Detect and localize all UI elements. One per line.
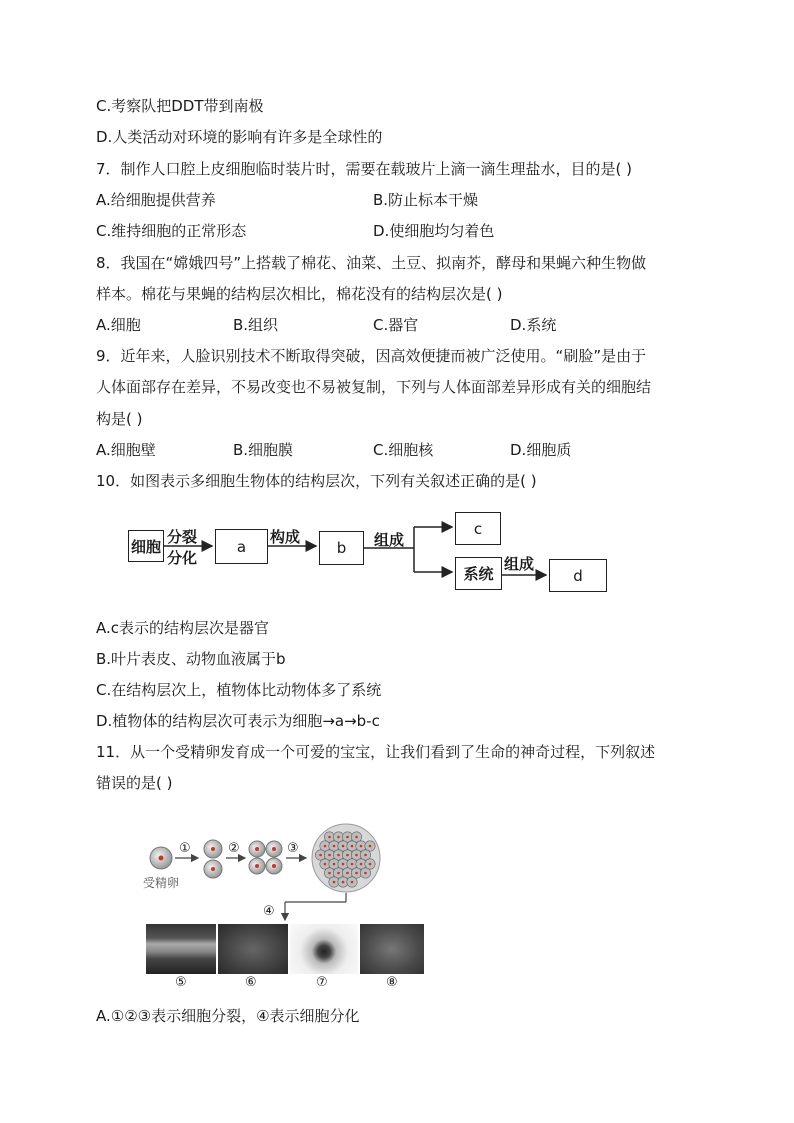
q10-option-c[interactable]: C.在结构层次上，植物体比动物体多了系统 — [96, 681, 382, 699]
embryo-cell-nucleus — [324, 863, 327, 866]
question-11-line1: 11．从一个受精卵发育成一个可爱的宝宝，让我们看到了生命的神奇过程，下列叙述 — [96, 743, 656, 761]
embryo-cell-nucleus — [319, 854, 322, 857]
q7-option-a[interactable]: A.给细胞提供营养 — [96, 191, 216, 209]
embryo-cell-nucleus — [351, 845, 354, 848]
embryo-cell-nucleus — [346, 836, 349, 839]
embryo-cell-nucleus — [328, 854, 331, 857]
photo-label-5: ⑤ — [175, 975, 187, 990]
embryo-cell-nucleus — [333, 845, 336, 848]
embryo-cell-nucleus — [346, 872, 349, 875]
q9-option-a[interactable]: A.细胞壁 — [96, 441, 156, 459]
q10-option-b[interactable]: B.叶片表皮、动物血液属于b — [96, 650, 286, 668]
embryo-cell-nucleus — [355, 872, 358, 875]
tissue-photo-6 — [218, 924, 288, 974]
q7-option-c[interactable]: C.维持细胞的正常形态 — [96, 222, 247, 240]
embryo-cell-nucleus — [369, 863, 372, 866]
embryo-cell-nucleus — [360, 863, 363, 866]
question-9-line2: 人体面部存在差异，不易改变也不易被复制，下列与人体面部差异形成有关的细胞结 — [96, 378, 652, 396]
compose-label-1: 组成 — [374, 531, 405, 549]
q9-option-c[interactable]: C.细胞核 — [373, 441, 434, 459]
embryo-cell-nucleus — [333, 863, 336, 866]
embryo-cell-nucleus — [346, 854, 349, 857]
embryo-cell-nucleus — [351, 863, 354, 866]
question-11-line2: 错误的是( ) — [96, 774, 173, 792]
q8-option-b[interactable]: B.组织 — [233, 316, 279, 334]
question-9-line3: 构是( ) — [96, 410, 143, 428]
compose-label-2: 组成 — [504, 555, 535, 573]
differentiate-label: 分化 — [167, 549, 198, 567]
embryo-cell-nucleus — [337, 854, 340, 857]
photo-label-6: ⑥ — [245, 975, 257, 990]
q9-option-d[interactable]: D.细胞质 — [510, 441, 572, 459]
photo-label-8: ⑧ — [386, 975, 398, 990]
system-box: 系统 — [455, 557, 502, 590]
option-d-prev: D.人类活动对环境的影响有许多是全球性的 — [96, 128, 383, 146]
question-10: 10．如图表示多细胞生物体的结构层次，下列有关叙述正确的是( ) — [96, 472, 537, 490]
box-c: c — [455, 512, 501, 545]
question-8-line2: 样本。棉花与果蝇的结构层次相比，棉花没有的结构层次是( ) — [96, 285, 503, 303]
embryo-cell-nucleus — [337, 836, 340, 839]
split-label: 分裂 — [167, 528, 198, 546]
step1-label: ① — [179, 841, 191, 856]
cell-box: 细胞 — [128, 530, 164, 562]
q8-option-d[interactable]: D.系统 — [510, 316, 557, 334]
step4-label: ④ — [263, 904, 275, 919]
embryo-cell-nucleus — [364, 872, 367, 875]
box-b: b — [319, 531, 364, 565]
question-7: 7．制作人口腔上皮细胞临时装片时，需要在载玻片上滴一滴生理盐水，目的是( ) — [96, 160, 633, 178]
tissue-photo-8 — [360, 924, 424, 974]
q7-option-b[interactable]: B.防止标本干燥 — [373, 191, 479, 209]
embryo-cell-nucleus — [333, 881, 336, 884]
q8-option-a[interactable]: A.细胞 — [96, 316, 141, 334]
embryo-cell-nucleus — [369, 845, 372, 848]
step3-label: ③ — [287, 841, 299, 856]
embryo-cell-nucleus — [328, 836, 331, 839]
embryo-cell-nucleus — [355, 836, 358, 839]
embryo-cell-nucleus — [360, 845, 363, 848]
fertilized-egg-label: 受精卵 — [143, 876, 180, 890]
embryo-cell-nucleus — [355, 854, 358, 857]
photo-label-7: ⑦ — [316, 975, 328, 990]
q10-option-a[interactable]: A.c表示的结构层次是器官 — [96, 619, 270, 637]
embryo-cell-nucleus — [342, 863, 345, 866]
embryo-cell-nucleus — [342, 881, 345, 884]
q11-option-a[interactable]: A.①②③表示细胞分裂，④表示细胞分化 — [96, 1007, 360, 1025]
form-label: 构成 — [270, 528, 301, 546]
embryo-cell-nucleus — [337, 872, 340, 875]
embryo-cell-nucleus — [328, 872, 331, 875]
q9-option-b[interactable]: B.细胞膜 — [233, 441, 294, 459]
tissue-photo-7 — [290, 924, 358, 974]
tissue-photo-5 — [146, 924, 216, 974]
question-8-line1: 8．我国在“嫦娥四号”上搭载了棉花、油菜、土豆、拟南芥，酵母和果蝇六种生物做 — [96, 254, 647, 272]
embryo-cell-nucleus — [351, 881, 354, 884]
embryo-cell-nucleus — [342, 845, 345, 848]
option-c-prev: C.考察队把DDT带到南极 — [96, 97, 264, 115]
q8-option-c[interactable]: C.器官 — [373, 316, 419, 334]
q10-option-d[interactable]: D.植物体的结构层次可表示为细胞→a→b-c — [96, 712, 380, 730]
question-9-line1: 9．近年来，人脸识别技术不断取得突破，因高效便捷而被广泛使用。“刷脸”是由于 — [96, 347, 647, 365]
box-d: d — [549, 559, 607, 592]
q7-option-d[interactable]: D.使细胞均匀着色 — [373, 222, 495, 240]
step2-label: ② — [228, 841, 240, 856]
embryo-cell-nucleus — [324, 845, 327, 848]
box-a: a — [215, 529, 268, 564]
embryo-cell-nucleus — [364, 854, 367, 857]
